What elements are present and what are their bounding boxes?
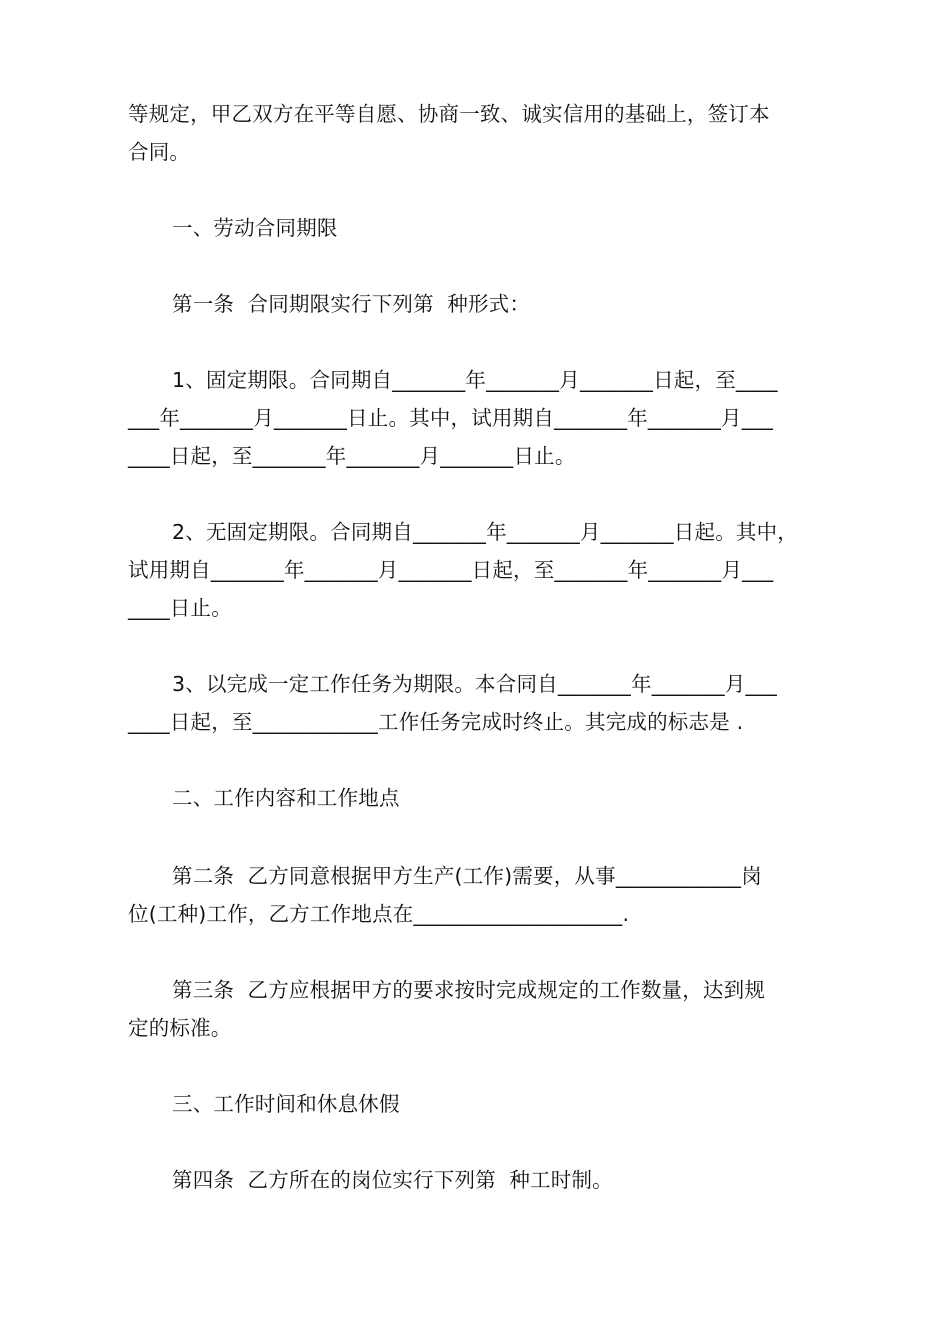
item-3-line-2: ____日起，至____________工作任务完成时终止。其完成的标志是 . (128, 710, 744, 734)
item-1-line-1: 1、固定期限。合同期自_______年_______月_______日起，至____ (172, 368, 778, 392)
article-2-line-1: 第二条 乙方同意根据甲方生产(工作)需要，从事____________岗 (172, 864, 762, 888)
article-2-line-2: 位(工种)工作，乙方工作地点在____________________. (128, 902, 630, 926)
section-heading: 三、工作时间和休息休假 (172, 1092, 400, 1116)
item-2-line-3: ____日止。 (128, 596, 232, 620)
article-1-line: 第一条 合同期限实行下列第 种形式： (172, 292, 531, 316)
intro-line-2: 合同。 (128, 140, 191, 164)
item-1-line-3: ____日起，至_______年_______月_______日止。 (128, 444, 576, 468)
article-3-line-1: 第三条 乙方应根据甲方的要求按时完成规定的工作数量，达到规 (172, 978, 766, 1002)
section-heading: 二、工作内容和工作地点 (172, 786, 400, 810)
item-1-line-2: ___年_______月_______日止。其中，试用期自_______年_______月___ (128, 406, 774, 430)
article-4-line: 第四条 乙方所在的岗位实行下列第 种工时制。 (172, 1168, 613, 1192)
item-2-line-1: 2、无固定期限。合同期自_______年_______月_______日起。其中， (172, 520, 798, 544)
section-heading: 一、劳动合同期限 (172, 216, 338, 240)
intro-line-1: 等规定，甲乙双方在平等自愿、协商一致、诚实信用的基础上，签订本 (128, 102, 770, 126)
item-2-line-2: 试用期自_______年_______月_______日起，至_______年_______月___ (128, 558, 774, 582)
item-3-line-1: 3、以完成一定工作任务为期限。本合同自_______年_______月___ (172, 672, 777, 696)
article-3-line-2: 定的标准。 (128, 1016, 232, 1040)
